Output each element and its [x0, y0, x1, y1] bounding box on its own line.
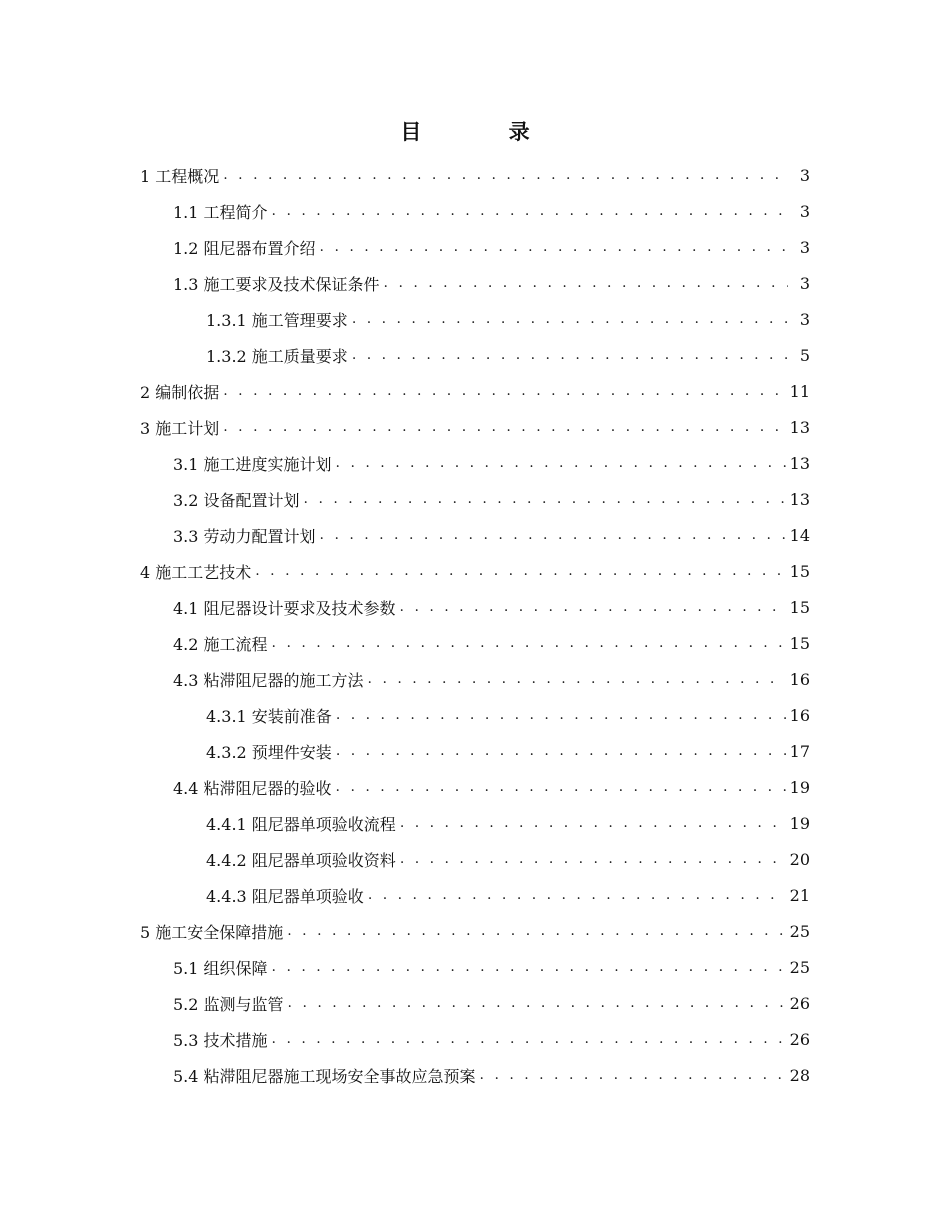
toc-entry[interactable]: [0, 805, 950, 841]
toc-entry[interactable]: [0, 553, 950, 589]
toc-entry-label: 2 编制依据: [140, 382, 220, 402]
toc-entry[interactable]: [0, 625, 950, 661]
toc-entry-page-number: 3: [799, 201, 810, 221]
toc-entry[interactable]: [0, 229, 950, 265]
toc-entry-label: 4.1 阻尼器设计要求及技术参数: [173, 598, 396, 618]
toc-entry-page-number: 17: [789, 741, 810, 761]
toc-dot-leader: [223, 419, 785, 435]
toc-dot-leader: [272, 203, 788, 219]
toc-entry-label: 1.2 阻尼器布置介绍: [173, 238, 316, 258]
toc-entry-page-number: 5: [799, 345, 810, 365]
toc-dot-leader: [336, 455, 786, 471]
toc-entry-label: 4 施工工艺技术: [140, 562, 252, 582]
toc-entry-page-number: 13: [789, 417, 810, 437]
toc-entry-page-number: 13: [789, 489, 810, 509]
toc-dot-leader: [272, 959, 786, 975]
toc-dot-leader: [272, 635, 786, 651]
toc-entry[interactable]: [0, 949, 950, 985]
toc-entry-page-number: 19: [789, 813, 810, 833]
toc-dot-leader: [352, 347, 788, 363]
toc-entry[interactable]: [0, 265, 950, 301]
toc-dot-leader: [304, 491, 786, 507]
toc-entry-label: 3 施工计划: [140, 418, 220, 438]
toc-dot-leader: [384, 275, 788, 291]
toc-entry-label: 4.4.2 阻尼器单项验收资料: [206, 850, 396, 870]
toc-entry-label: 4.4.3 阻尼器单项验收: [206, 886, 364, 906]
toc-entry[interactable]: [0, 877, 950, 913]
toc-entry-label: 5.2 监测与监管: [173, 994, 284, 1014]
toc-dot-leader: [287, 923, 785, 939]
toc-dot-leader: [400, 599, 786, 615]
toc-entry[interactable]: [0, 1057, 950, 1093]
toc-entry[interactable]: [0, 301, 950, 337]
toc-entry-page-number: 3: [799, 309, 810, 329]
toc-entry-page-number: 15: [789, 561, 810, 581]
toc-entry-page-number: 21: [789, 885, 810, 905]
toc-entry[interactable]: [0, 985, 950, 1021]
toc-entry-page-number: 26: [789, 1029, 810, 1049]
toc-entry-page-number: 15: [789, 597, 810, 617]
toc-entry[interactable]: [0, 373, 950, 409]
toc-dot-leader: [336, 707, 786, 723]
toc-entry[interactable]: [0, 733, 950, 769]
toc-entry[interactable]: [0, 769, 950, 805]
toc-dot-leader: [480, 1067, 786, 1083]
toc-entry-page-number: 15: [789, 633, 810, 653]
toc-entry-page-number: 20: [789, 849, 810, 869]
toc-entry[interactable]: [0, 697, 950, 733]
toc-entry[interactable]: [0, 409, 950, 445]
toc-entry-page-number: 16: [789, 705, 810, 725]
toc-entry-page-number: 13: [789, 453, 810, 473]
toc-dot-leader: [368, 671, 786, 687]
toc-entry-label: 5 施工安全保障措施: [140, 922, 284, 942]
toc-entry[interactable]: [0, 913, 950, 949]
toc-entry-label: 1.3.1 施工管理要求: [206, 310, 348, 330]
toc-dot-leader: [223, 167, 788, 183]
toc-entry-page-number: 16: [789, 669, 810, 689]
toc-dot-leader: [288, 995, 786, 1011]
toc-title: 目 录: [400, 119, 570, 144]
toc-entry-label: 4.4.1 阻尼器单项验收流程: [206, 814, 396, 834]
toc-entry-label: 4.2 施工流程: [173, 634, 268, 654]
toc-entry-page-number: 3: [799, 273, 810, 293]
toc-dot-leader: [336, 743, 786, 759]
toc-entry-label: 3.1 施工进度实施计划: [173, 454, 332, 474]
toc-entry-label: 4.3.2 预埋件安装: [206, 742, 332, 762]
toc-entry[interactable]: [0, 517, 950, 553]
toc-entry[interactable]: [0, 661, 950, 697]
toc-entry[interactable]: [0, 589, 950, 625]
toc-dot-leader: [255, 563, 785, 579]
toc-dot-leader: [320, 239, 788, 255]
toc-entry-page-number: 26: [789, 993, 810, 1013]
toc-entry-label: 5.3 技术措施: [173, 1030, 268, 1050]
toc-dot-leader: [223, 383, 785, 399]
toc-entry-label: 1.3 施工要求及技术保证条件: [173, 274, 380, 294]
toc-dot-leader: [400, 815, 786, 831]
toc-entry-page-number: 3: [799, 165, 810, 185]
toc-dot-leader: [272, 1031, 786, 1047]
toc-entry-label: 3.3 劳动力配置计划: [173, 526, 316, 546]
toc-entry-page-number: 14: [789, 525, 810, 545]
toc-entry-label: 1 工程概况: [140, 166, 220, 186]
toc-entry[interactable]: [0, 445, 950, 481]
toc-entry-label: 1.1 工程简介: [173, 202, 268, 222]
toc-entry-label: 3.2 设备配置计划: [173, 490, 300, 510]
toc-dot-leader: [336, 779, 786, 795]
toc-list: [0, 157, 950, 1093]
toc-entry-label: 5.1 组织保障: [173, 958, 268, 978]
toc-entry-label: 4.3.1 安装前准备: [206, 706, 332, 726]
toc-entry[interactable]: [0, 481, 950, 517]
toc-entry[interactable]: [0, 157, 950, 193]
toc-entry-page-number: 11: [789, 381, 810, 401]
toc-entry-page-number: 19: [789, 777, 810, 797]
toc-entry[interactable]: [0, 1021, 950, 1057]
toc-entry-label: 1.3.2 施工质量要求: [206, 346, 348, 366]
toc-dot-leader: [352, 311, 788, 327]
toc-entry-label: 5.4 粘滞阻尼器施工现场安全事故应急预案: [173, 1066, 476, 1086]
toc-dot-leader: [400, 851, 786, 867]
toc-entry-page-number: 28: [789, 1065, 810, 1085]
toc-entry[interactable]: [0, 193, 950, 229]
toc-entry-page-number: 25: [789, 957, 810, 977]
toc-entry[interactable]: [0, 841, 950, 877]
toc-entry-page-number: 25: [789, 921, 810, 941]
toc-entry-label: 4.4 粘滞阻尼器的验收: [173, 778, 332, 798]
toc-entry[interactable]: [0, 337, 950, 373]
toc-entry-label: 4.3 粘滞阻尼器的施工方法: [173, 670, 364, 690]
toc-dot-leader: [320, 527, 786, 543]
toc-entry-page-number: 3: [799, 237, 810, 257]
toc-dot-leader: [368, 887, 786, 903]
